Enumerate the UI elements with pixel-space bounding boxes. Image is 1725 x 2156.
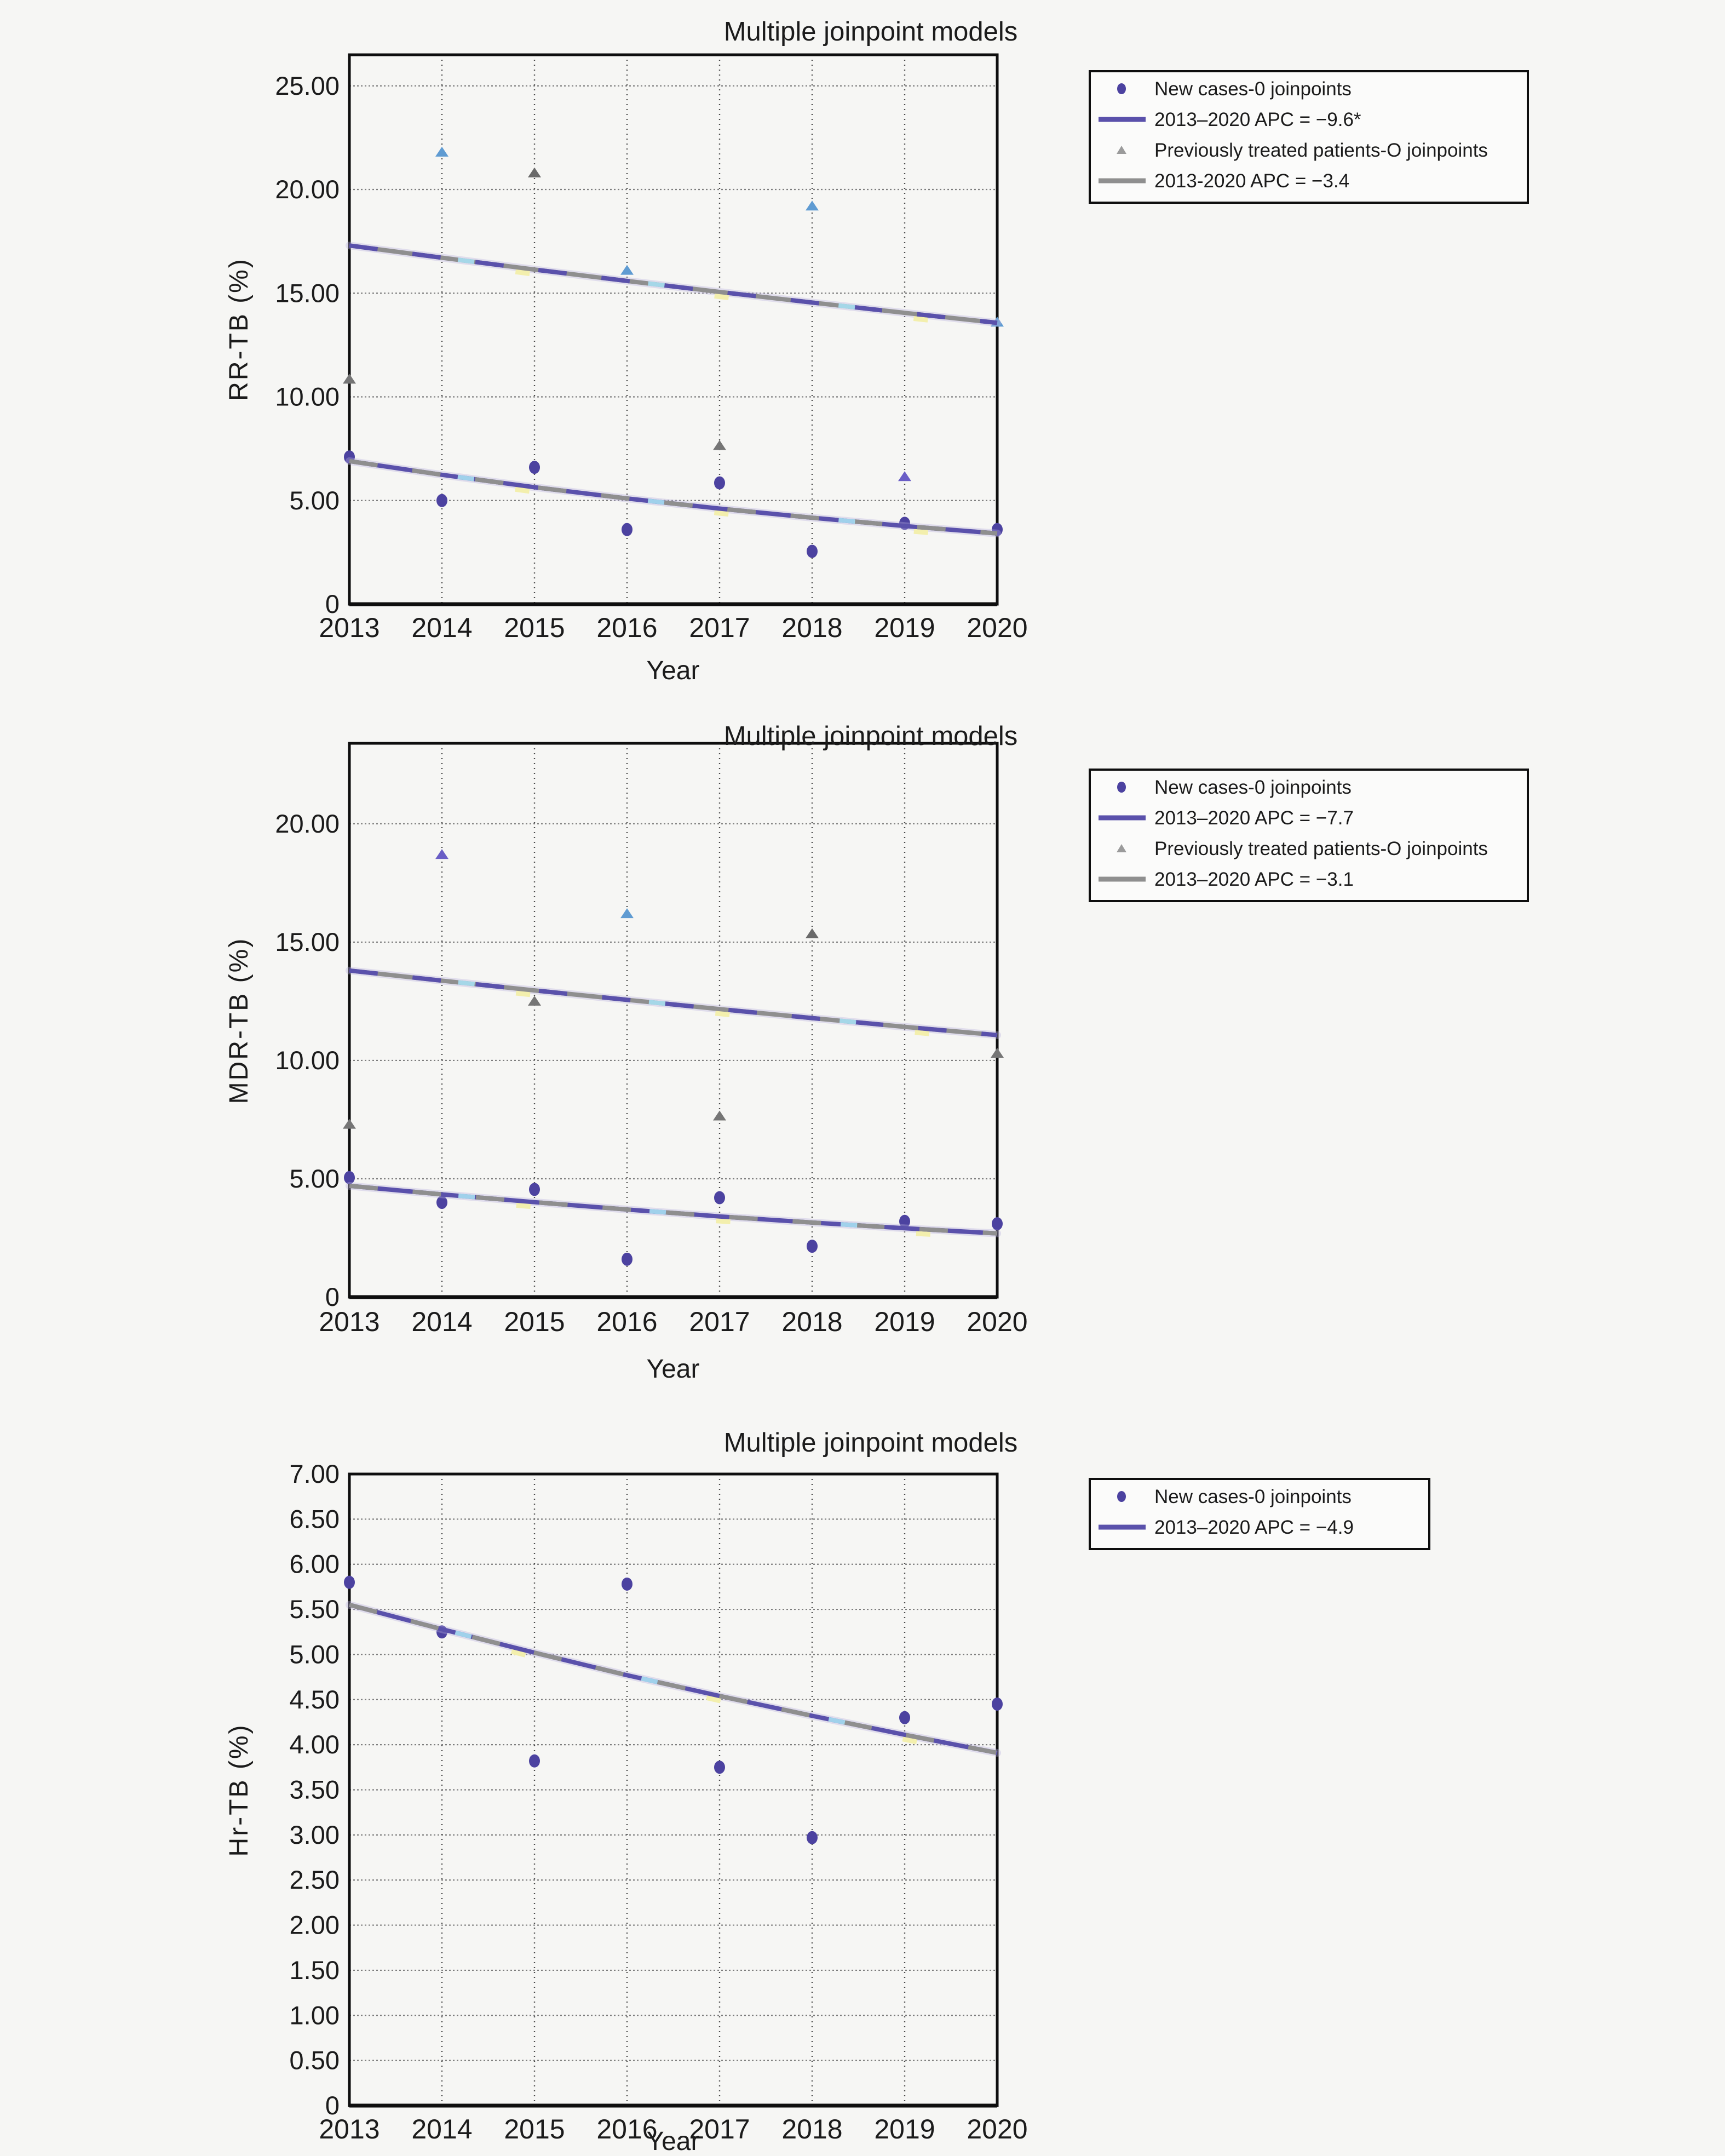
data-point-triangle xyxy=(528,996,541,1006)
y-axis-label: RR-TB (%) xyxy=(225,257,254,401)
y-tick-label: 15.00 xyxy=(275,278,340,308)
data-point-dot xyxy=(807,544,818,558)
x-tick-label: 2018 xyxy=(781,612,843,643)
data-point-dot xyxy=(992,1217,1003,1230)
x-tick-label: 2019 xyxy=(874,612,935,643)
x-tick-label: 2019 xyxy=(874,2114,935,2144)
chart-rr-tb xyxy=(0,0,1725,707)
y-tick-label: 10.00 xyxy=(275,1045,340,1075)
legend-label: 2013–2020 APC = −7.7 xyxy=(1154,807,1354,829)
x-tick-label: 2018 xyxy=(781,1306,843,1337)
data-point-dot xyxy=(714,1761,725,1774)
x-tick-label: 2016 xyxy=(596,612,658,643)
legend-label: 2013-2020 APC = −3.4 xyxy=(1154,170,1350,192)
chart-mdr-tb xyxy=(0,707,1725,1419)
y-tick-label: 15.00 xyxy=(275,927,340,956)
data-point-dot xyxy=(529,1183,540,1196)
legend-label: New cases-0 joinpoints xyxy=(1154,777,1352,798)
data-point-triangle xyxy=(435,147,449,157)
y-tick-label: 0 xyxy=(325,589,340,618)
data-point-dot xyxy=(899,1711,910,1724)
x-tick-label: 2020 xyxy=(967,2114,1028,2144)
y-tick-label: 7.00 xyxy=(289,1459,340,1488)
x-tick-label: 2020 xyxy=(967,1306,1028,1337)
x-tick-label: 2013 xyxy=(319,1306,380,1337)
data-point-triangle xyxy=(806,200,819,210)
data-point-triangle xyxy=(343,1119,356,1129)
x-tick-label: 2017 xyxy=(689,612,750,643)
y-axis-label: MDR-TB (%) xyxy=(225,937,254,1104)
data-point-triangle xyxy=(620,265,634,275)
chart-title: Multiple joinpoint models xyxy=(723,17,1018,47)
data-point-triangle xyxy=(343,374,356,383)
y-tick-label: 0 xyxy=(325,1282,340,1311)
x-tick-label: 2017 xyxy=(689,1306,750,1337)
legend-marker-dot xyxy=(1117,1491,1126,1502)
x-tick-label: 2016 xyxy=(596,2114,658,2144)
chart-title: Multiple joinpoint models xyxy=(723,1428,1018,1458)
x-tick-label: 2016 xyxy=(596,1306,658,1337)
y-tick-label: 10.00 xyxy=(275,382,340,411)
y-tick-label: 5.00 xyxy=(289,485,340,515)
legend-label: 2013–2020 APC = −9.6* xyxy=(1154,109,1361,130)
y-tick-label: 5.50 xyxy=(289,1595,340,1624)
data-point-dot xyxy=(714,1191,725,1205)
x-tick-label: 2015 xyxy=(504,1306,565,1337)
x-tick-label: 2020 xyxy=(967,612,1028,643)
data-point-dot xyxy=(344,1576,355,1589)
data-point-dot xyxy=(807,1240,818,1253)
y-tick-label: 1.00 xyxy=(289,2000,340,2030)
x-tick-label: 2014 xyxy=(411,2114,473,2144)
data-point-triangle xyxy=(806,928,819,938)
legend-label: New cases-0 joinpoints xyxy=(1154,1486,1352,1507)
y-tick-label: 20.00 xyxy=(275,175,340,204)
x-tick-label: 2014 xyxy=(411,612,473,643)
trend-line-halo xyxy=(349,1605,997,1753)
data-point-dot xyxy=(714,477,725,490)
x-tick-label: 2014 xyxy=(411,1306,473,1337)
data-point-dot xyxy=(622,1253,633,1266)
x-tick-label: 2017 xyxy=(689,2114,750,2144)
chart-hr-tb xyxy=(0,1419,1725,2156)
y-tick-label: 6.50 xyxy=(289,1504,340,1534)
data-point-dot xyxy=(992,1698,1003,1711)
x-axis-label: Year xyxy=(646,1355,700,1384)
data-point-dot xyxy=(529,461,540,474)
y-tick-label: 2.50 xyxy=(289,1865,340,1895)
data-point-dot xyxy=(436,494,447,507)
y-tick-label: 3.00 xyxy=(289,1820,340,1849)
x-tick-label: 2018 xyxy=(781,2114,843,2144)
x-tick-label: 2013 xyxy=(319,612,380,643)
legend-label: 2013–2020 APC = −4.9 xyxy=(1154,1517,1354,1538)
x-axis-label: Year xyxy=(646,2127,700,2156)
legend-label: 2013–2020 APC = −3.1 xyxy=(1154,869,1354,890)
data-point-triangle xyxy=(898,471,911,481)
data-point-triangle xyxy=(991,1048,1004,1058)
y-tick-label: 2.00 xyxy=(289,1910,340,1940)
y-tick-label: 6.00 xyxy=(289,1549,340,1579)
x-tick-label: 2015 xyxy=(504,612,565,643)
chart-title: Multiple joinpoint models xyxy=(723,721,1018,751)
data-point-dot xyxy=(622,523,633,536)
x-tick-label: 2019 xyxy=(874,1306,935,1337)
legend-label: New cases-0 joinpoints xyxy=(1154,78,1352,100)
data-point-triangle xyxy=(620,908,634,918)
data-point-triangle xyxy=(713,1110,726,1120)
data-point-triangle xyxy=(528,168,541,177)
legend-label: Previously treated patients-O joinpoints xyxy=(1154,140,1488,161)
x-tick-label: 2013 xyxy=(319,2114,380,2144)
y-tick-label: 1.50 xyxy=(289,1955,340,1985)
data-point-dot xyxy=(529,1754,540,1768)
x-axis-label: Year xyxy=(646,656,700,685)
data-point-dot xyxy=(807,1831,818,1844)
data-point-triangle xyxy=(713,440,726,450)
y-tick-label: 3.50 xyxy=(289,1775,340,1804)
legend-label: Previously treated patients-O joinpoints xyxy=(1154,838,1488,859)
y-tick-label: 25.00 xyxy=(275,71,340,100)
data-point-dot xyxy=(622,1578,633,1591)
y-tick-label: 0 xyxy=(325,2091,340,2120)
y-tick-label: 4.00 xyxy=(289,1730,340,1759)
y-axis-label: Hr-TB (%) xyxy=(225,1723,254,1857)
legend-marker-dot xyxy=(1117,83,1126,94)
data-point-triangle xyxy=(435,849,449,859)
y-tick-label: 4.50 xyxy=(289,1684,340,1714)
y-tick-label: 5.00 xyxy=(289,1163,340,1193)
x-tick-label: 2015 xyxy=(504,2114,565,2144)
legend-marker-dot xyxy=(1117,782,1126,793)
y-tick-label: 0.50 xyxy=(289,2045,340,2075)
y-tick-label: 5.00 xyxy=(289,1639,340,1669)
y-tick-label: 20.00 xyxy=(275,808,340,838)
